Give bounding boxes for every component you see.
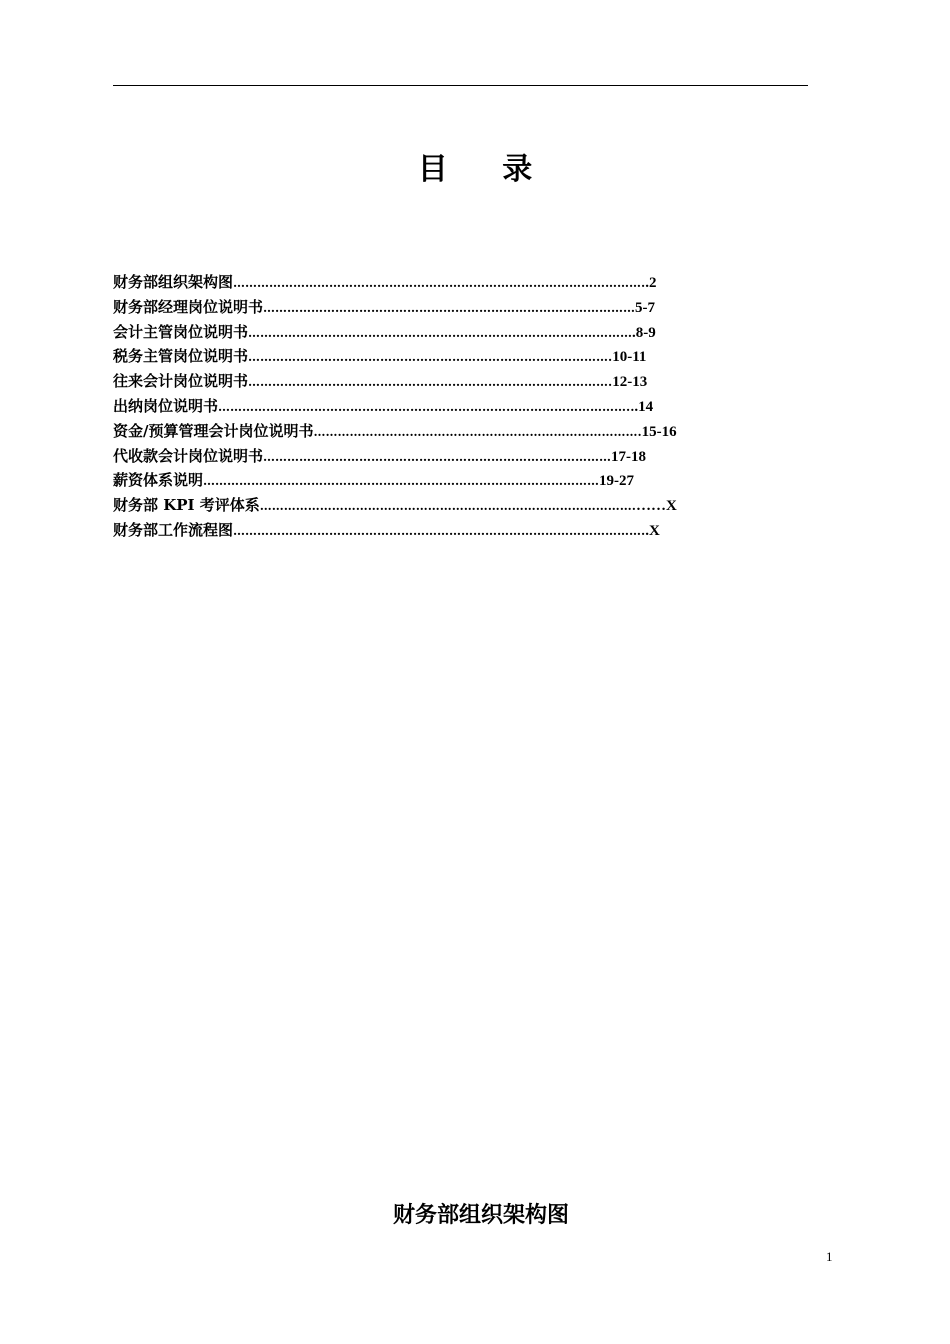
toc-entry-label: 出纳岗位说明书 bbox=[113, 396, 219, 415]
toc-entry-workflow-chart[interactable] bbox=[113, 518, 813, 543]
toc-entry-label: 资金/预算管理会计岗位说明书 bbox=[113, 421, 314, 440]
toc-entry-label: 会计主管岗位说明书 bbox=[113, 322, 249, 341]
toc-entry-label: 薪资体系说明 bbox=[113, 471, 204, 490]
toc-entry-page: .14 bbox=[634, 398, 654, 415]
toc-entry-fund-budget-accountant[interactable] bbox=[113, 419, 813, 444]
toc-entry-page: 12-13 bbox=[612, 374, 648, 391]
toc-entry-page: 15-16 bbox=[641, 423, 677, 440]
toc-entry-page: .8-9 bbox=[632, 324, 656, 341]
toc-entry-label: 财务部经理岗位说明书 bbox=[113, 297, 264, 316]
toc-entry-page: .X bbox=[645, 522, 660, 539]
toc-entry-label: 税务主管岗位说明书 bbox=[113, 347, 249, 366]
toc-entry-cashier[interactable] bbox=[113, 394, 813, 419]
toc-entry-accounting-supervisor[interactable] bbox=[113, 320, 813, 345]
toc-entry-page: ……X bbox=[635, 498, 677, 515]
toc-dot-leader: …………………………………………………………………………………. bbox=[259, 499, 636, 514]
toc-entry-page: 10-11 bbox=[612, 349, 647, 366]
toc-entry-label: 代收款会计岗位说明书 bbox=[113, 446, 264, 465]
toc-dot-leader: ………………………………………………………………………………………….. bbox=[218, 399, 635, 414]
toc-dot-leader: ……………………………………………………………………………………… bbox=[203, 474, 600, 489]
toc-entry-page: 5-7 bbox=[635, 299, 656, 316]
toc-entry-collection-accountant[interactable] bbox=[113, 444, 813, 469]
table-of-contents bbox=[113, 270, 813, 543]
page-number: 1 bbox=[826, 1249, 833, 1264]
toc-entry-finance-manager[interactable] bbox=[113, 295, 813, 320]
toc-entry-page: 19-27 bbox=[599, 473, 635, 490]
toc-dot-leader: …………………………………………………………………………………………. bbox=[233, 276, 646, 290]
toc-entry-page: 17-18 bbox=[611, 448, 647, 465]
section-heading: 财务部组织架构图 bbox=[392, 1203, 569, 1228]
toc-entry-org-chart[interactable] bbox=[113, 270, 813, 295]
toc-dot-leader: ………………………………………………………………………………… bbox=[263, 300, 636, 315]
toc-dot-leader: …………………………………………………………………………………………. bbox=[233, 523, 646, 538]
toc-entry-label: 往来会计岗位说明书 bbox=[113, 372, 249, 391]
toc-title: 目 录 bbox=[417, 152, 555, 187]
toc-dot-leader: …………………………………………………………………………………… bbox=[248, 325, 633, 340]
header-rule bbox=[113, 85, 808, 86]
toc-dot-leader: ………………………………………………………………………………. bbox=[248, 375, 613, 390]
toc-entry-label: 财务部 KPI 考评体系 bbox=[113, 496, 260, 515]
toc-dot-leader: ………………………………………………………………………. bbox=[313, 424, 642, 439]
toc-entry-page: .2 bbox=[645, 275, 657, 291]
toc-entry-label: 财务部组织架构图 bbox=[113, 273, 234, 291]
toc-dot-leader: ………………………………………………………………………………. bbox=[248, 350, 613, 365]
toc-entry-kpi-system[interactable] bbox=[113, 493, 813, 518]
toc-entry-ar-ap-accountant[interactable] bbox=[113, 369, 813, 394]
toc-entry-label: 财务部工作流程图 bbox=[113, 520, 234, 539]
toc-dot-leader: …………………………………………………………………………… bbox=[263, 449, 612, 464]
toc-entry-tax-supervisor[interactable] bbox=[113, 344, 813, 369]
toc-entry-salary-system[interactable] bbox=[113, 468, 813, 493]
